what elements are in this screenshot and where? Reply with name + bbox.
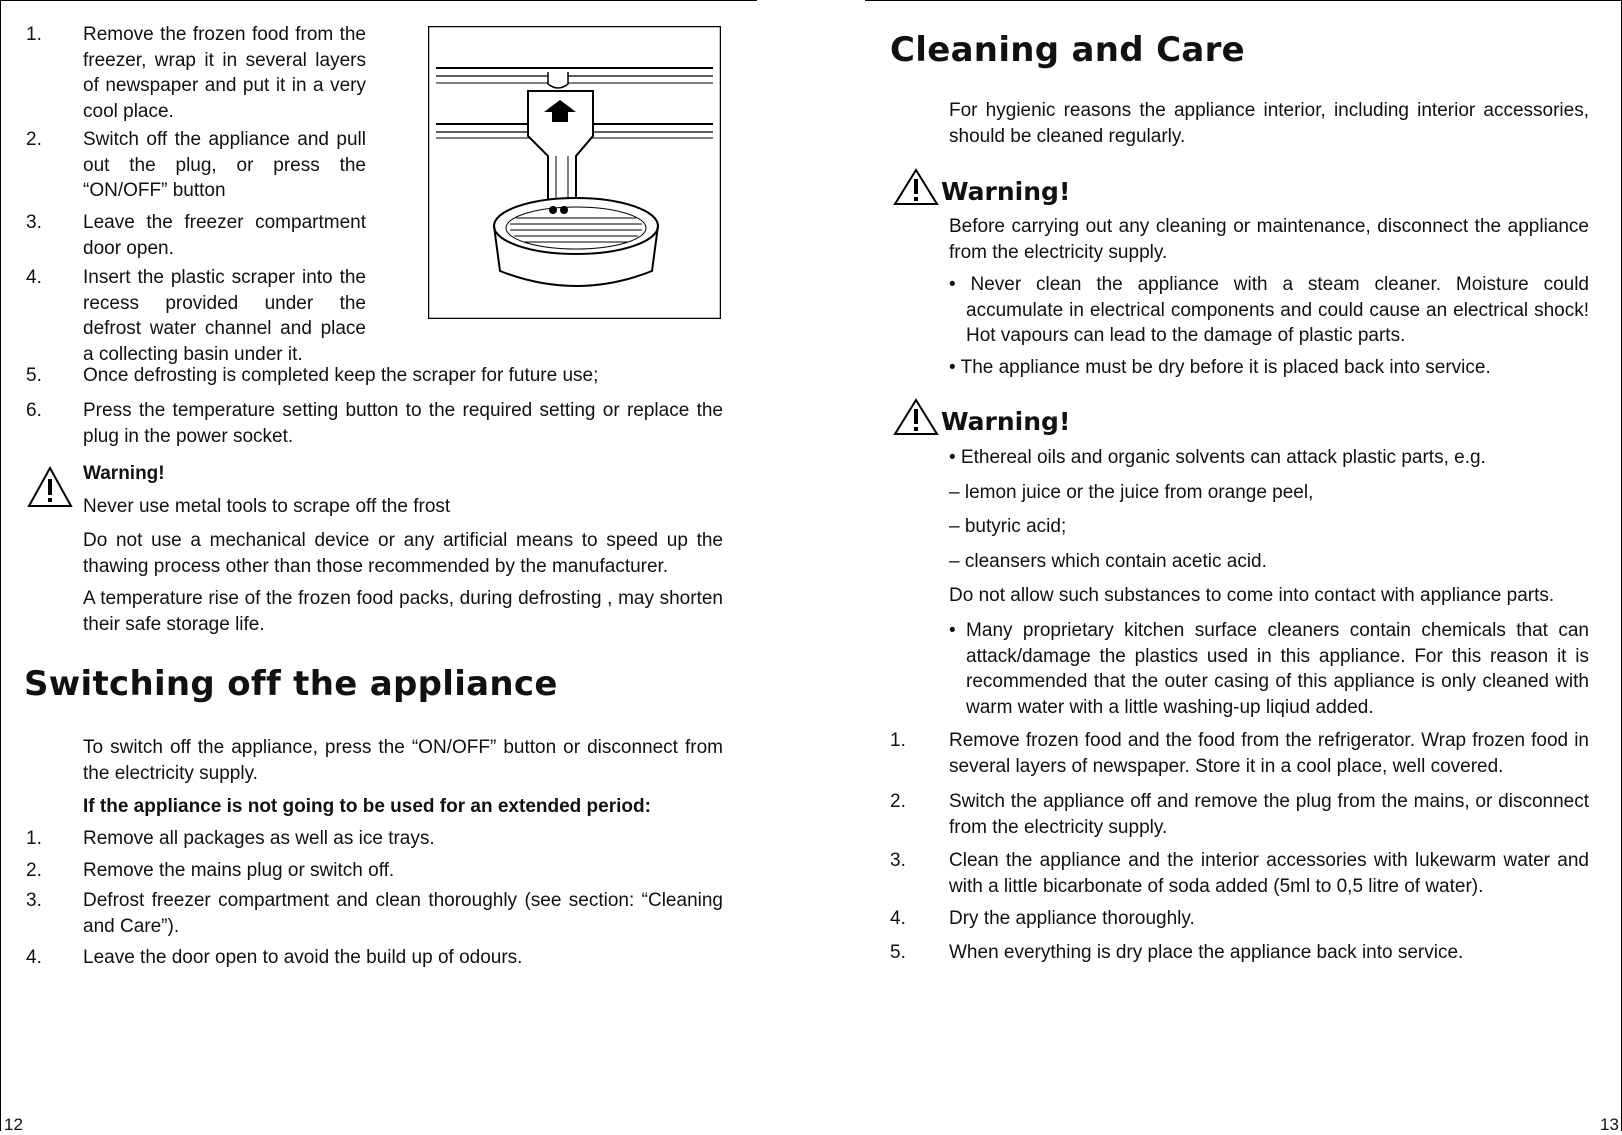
warning-label: Warning! [83,463,165,484]
warning-bullet-list [949,618,1589,720]
switch-off-step-text: Remove all packages as well as ice trays. [83,828,435,849]
warning-bullet-list [949,272,1589,349]
warning-bullet: • The appliance must be dry before it is placed back into service. [949,357,1491,378]
defrost-step-text: Press the temperature setting button to the required setting or replace the plug in the power socket. [83,400,723,447]
section-heading-cleaning-care: Cleaning and Care [890,30,1245,70]
cleaning-step-text: Switch the appliance off and remove the plug from the mains, or disconnect from the electricity supply. [949,791,1589,838]
defrost-scraper-illustration [428,26,721,319]
cleaning-step-text: Remove frozen food and the food from the refrigerator. Wrap frozen food in several layers of newspaper. Store it in a cool place, well covered. [949,730,1589,777]
step-number: 5. [890,942,906,963]
step-number: 3. [890,850,906,871]
step-number: 6. [26,400,42,421]
warning-dash-item: – butyric acid; [949,516,1067,537]
page-number-right: 13 [1600,1115,1619,1134]
step-number: 1. [26,828,42,849]
right-page [865,0,1622,1134]
defrost-step-text: Switch off the appliance and pull out the plug, or press the “ON/OFF” button [83,129,366,201]
cleaning-step-text: When everything is dry place the appliance back into service. [949,942,1464,963]
step-number: 1. [26,24,42,45]
step-number: 4. [890,908,906,929]
step-number: 3. [26,212,42,233]
warning-title: Warning! [941,177,1071,206]
cleaning-step-text: Dry the appliance thoroughly. [949,908,1195,929]
step-number: 1. [890,730,906,751]
warning-text: Do not use a mechanical device or any artificial means to speed up the thawing process other than those recommended by the manufacturer. [83,530,723,577]
switch-off-intro: To switch off the appliance, press the “ON/OFF” button or disconnect from the electricity supply. [83,737,723,784]
warning-text: Before carrying out any cleaning or maintenance, disconnect the appliance from the electricity supply. [949,216,1589,263]
step-number: 2. [890,791,906,812]
switch-off-step-text: Defrost freezer compartment and clean thoroughly (see section: “Cleaning and Care”). [83,890,723,937]
defrost-step-text: Insert the plastic scraper into the recess provided under the defrost water channel and place a collecting basin under it. [83,267,366,365]
page-number-left: 12 [4,1115,23,1134]
step-number: 4. [26,267,42,288]
warning-text: Never use metal tools to scrape off the frost [83,496,451,517]
switch-off-step-text: Remove the mains plug or switch off. [83,860,395,881]
warning-text: Do not allow such substances to come into contact with appliance parts. [949,585,1555,606]
cleaning-intro: For hygienic reasons the appliance interior, including interior accessories, should be cleaned regularly. [949,100,1589,147]
defrost-step-text: Leave the freezer compartment door open. [83,212,366,259]
switch-off-step-text: Leave the door open to avoid the build up of odours. [83,947,523,968]
warning-bullet: • Ethereal oils and organic solvents can attack plastic parts, e.g. [949,447,1486,468]
step-number: 2. [26,129,42,150]
extended-period-subheading: If the appliance is not going to be used for an extended period: [83,796,651,817]
step-number: 2. [26,860,42,881]
warning-triangle-icon [893,168,939,206]
section-heading-switching-off: Switching off the appliance [24,664,558,704]
warning-text: A temperature rise of the frozen food packs, during defrosting , may shorten their safe storage life. [83,588,723,635]
step-number: 4. [26,947,42,968]
warning-title: Warning! [941,407,1071,436]
warning-dash-item: – lemon juice or the juice from orange peel, [949,482,1314,503]
step-number: 3. [26,890,42,911]
defrost-step-text: Remove the frozen food from the freezer, wrap it in several layers of newspaper and put it in a very cool place. [83,24,366,122]
warning-bullet: • Never clean the appliance with a steam cleaner. Moisture could accumulate in electrical components and could cause an electrical shock! Hot vapours can lead to the damage of plastic parts. [949,274,1589,346]
defrost-step-text: Once defrosting is completed keep the scraper for future use; [83,365,599,386]
step-number: 5. [26,365,42,386]
left-page [0,0,757,1134]
warning-dash-item: – cleansers which contain acetic acid. [949,551,1267,572]
warning-triangle-icon [893,398,939,436]
warning-bullet: • Many proprietary kitchen surface cleaners contain chemicals that can attack/damage the plastics used in this appliance. For this reason it is recommended that the outer casing of this appliance is only cleaned with warm water with a little washing-up liqiud added. [949,620,1589,718]
warning-triangle-icon [27,466,73,508]
cleaning-step-text: Clean the appliance and the interior accessories with lukewarm water and with a little bicarbonate of soda added (5ml to 0,5 litre of water). [949,850,1589,897]
